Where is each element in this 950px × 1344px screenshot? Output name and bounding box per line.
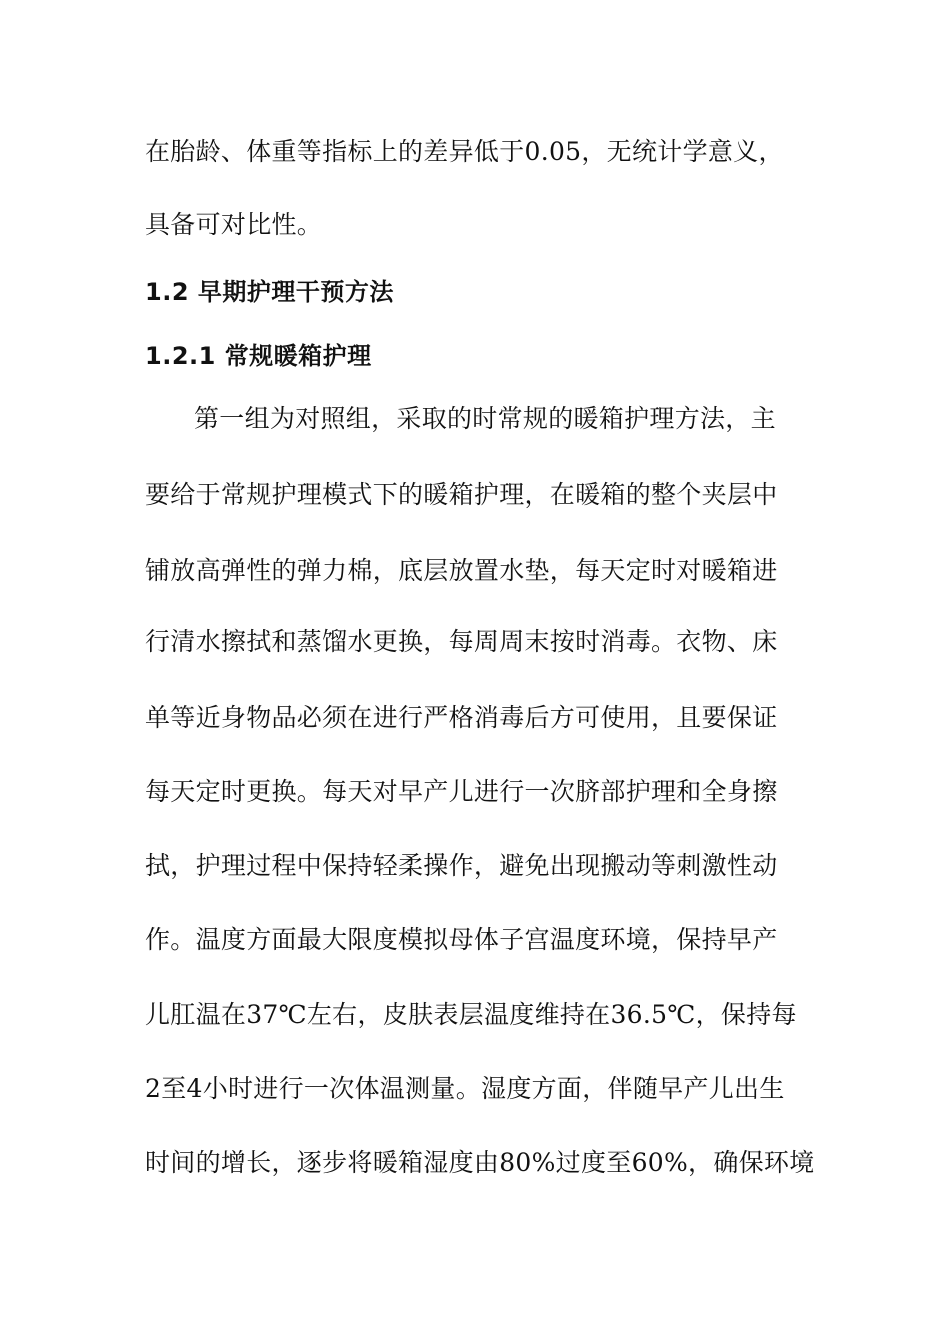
subsection-heading: 1.2.1 常规暖箱护理 xyxy=(145,342,372,370)
body-line-11: 时间的增长，逐步将暖箱湿度由80%过度至60%，确保环境 xyxy=(145,1148,815,1177)
body-line-7: 拭，护理过程中保持轻柔操作，避免出现搬动等刺激性动 xyxy=(145,851,778,880)
body-line-6: 每天定时更换。每天对早产儿进行一次脐部护理和全身擦 xyxy=(145,777,778,806)
body-line-10: 2至4小时进行一次体温测量。湿度方面，伴随早产儿出生 xyxy=(145,1074,785,1103)
body-line-3: 铺放高弹性的弹力棉，底层放置水垫，每天定时对暖箱进 xyxy=(145,556,778,585)
intro-line-1: 在胎龄、体重等指标上的差异低于0.05，无统计学意义， xyxy=(145,137,784,166)
body-line-9: 儿肛温在37℃左右，皮肤表层温度维持在36.5℃，保持每 xyxy=(145,1000,797,1029)
body-line-4: 行清水擦拭和蒸馏水更换，每周周末按时消毒。衣物、床 xyxy=(145,627,778,656)
body-line-1: 第一组为对照组，采取的时常规的暖箱护理方法，主 xyxy=(194,404,776,433)
section-heading: 1.2 早期护理干预方法 xyxy=(145,278,394,306)
body-line-8: 作。温度方面最大限度模拟母体子宫温度环境，保持早产 xyxy=(145,925,778,954)
intro-line-2: 具备可对比性。 xyxy=(145,210,323,239)
body-line-5: 单等近身物品必须在进行严格消毒后方可使用，且要保证 xyxy=(145,703,778,732)
body-line-2: 要给于常规护理模式下的暖箱护理，在暖箱的整个夹层中 xyxy=(145,480,778,509)
